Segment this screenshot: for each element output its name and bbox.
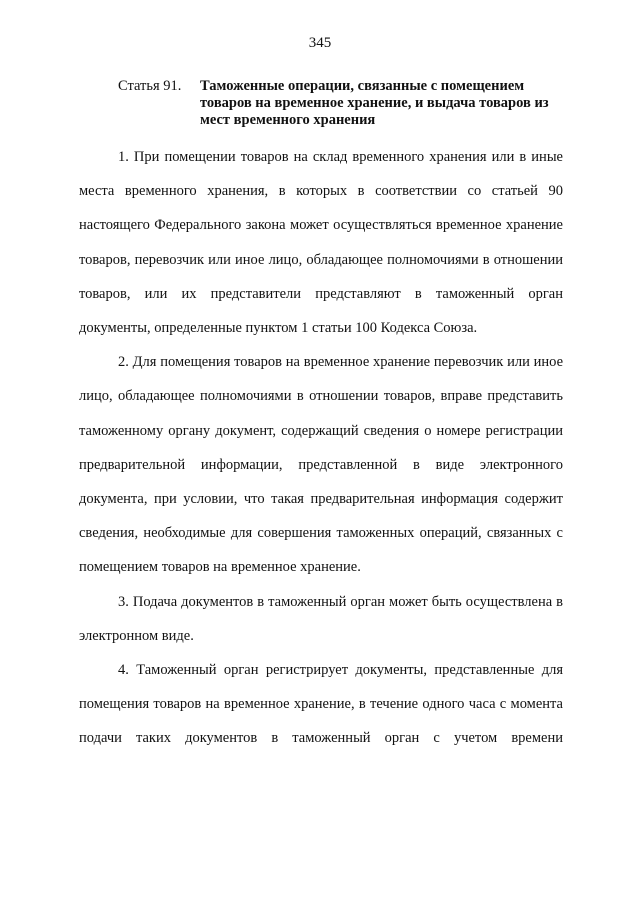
paragraph-3: 3. Подача документов в таможенный орган может быть осуществлена в электронном виде. bbox=[79, 593, 563, 644]
article-body bbox=[79, 140, 563, 756]
paragraph-1: 1. При помещении товаров на склад временного хранения или в иные места временного хранения, в которых в соответствии со статьей 90 настоящего Федерального закона может осуществляться временное хранение товаров, перевозчик или иное лицо, обладающее полномочиями в отношении товаров, или их представители представляют в таможенный орган документы, определенные пунктом 1 статьи 100 Кодекса Союза. bbox=[79, 149, 563, 337]
article-label: Статья 91. bbox=[118, 78, 182, 94]
paragraph-2: 2. Для помещения товаров на временное хранение перевозчик или иное лицо, обладающее полномочиями в отношении товаров, вправе представить таможенному органу документ, содержащий сведения о номере регистрации предварительной информации, представленной в виде электронного документа, при условии, что такая предварительная информация содержит сведения, необходимые для совершения таможенных операций, связанных с помещением товаров на временное хранение. bbox=[79, 354, 563, 576]
article-title: Таможенные операции, связанные с помещением товаров на временное хранение, и выдача товаров из мест временного хранения bbox=[200, 78, 549, 128]
page-number: 345 bbox=[308, 35, 332, 51]
paragraph-4: 4. Таможенный орган регистрирует документы, представленные для помещения товаров на временное хранение, в течение одного часа с момента подачи таких документов в таможенный орган с учетом времени bbox=[79, 662, 563, 747]
article-header bbox=[118, 78, 568, 129]
